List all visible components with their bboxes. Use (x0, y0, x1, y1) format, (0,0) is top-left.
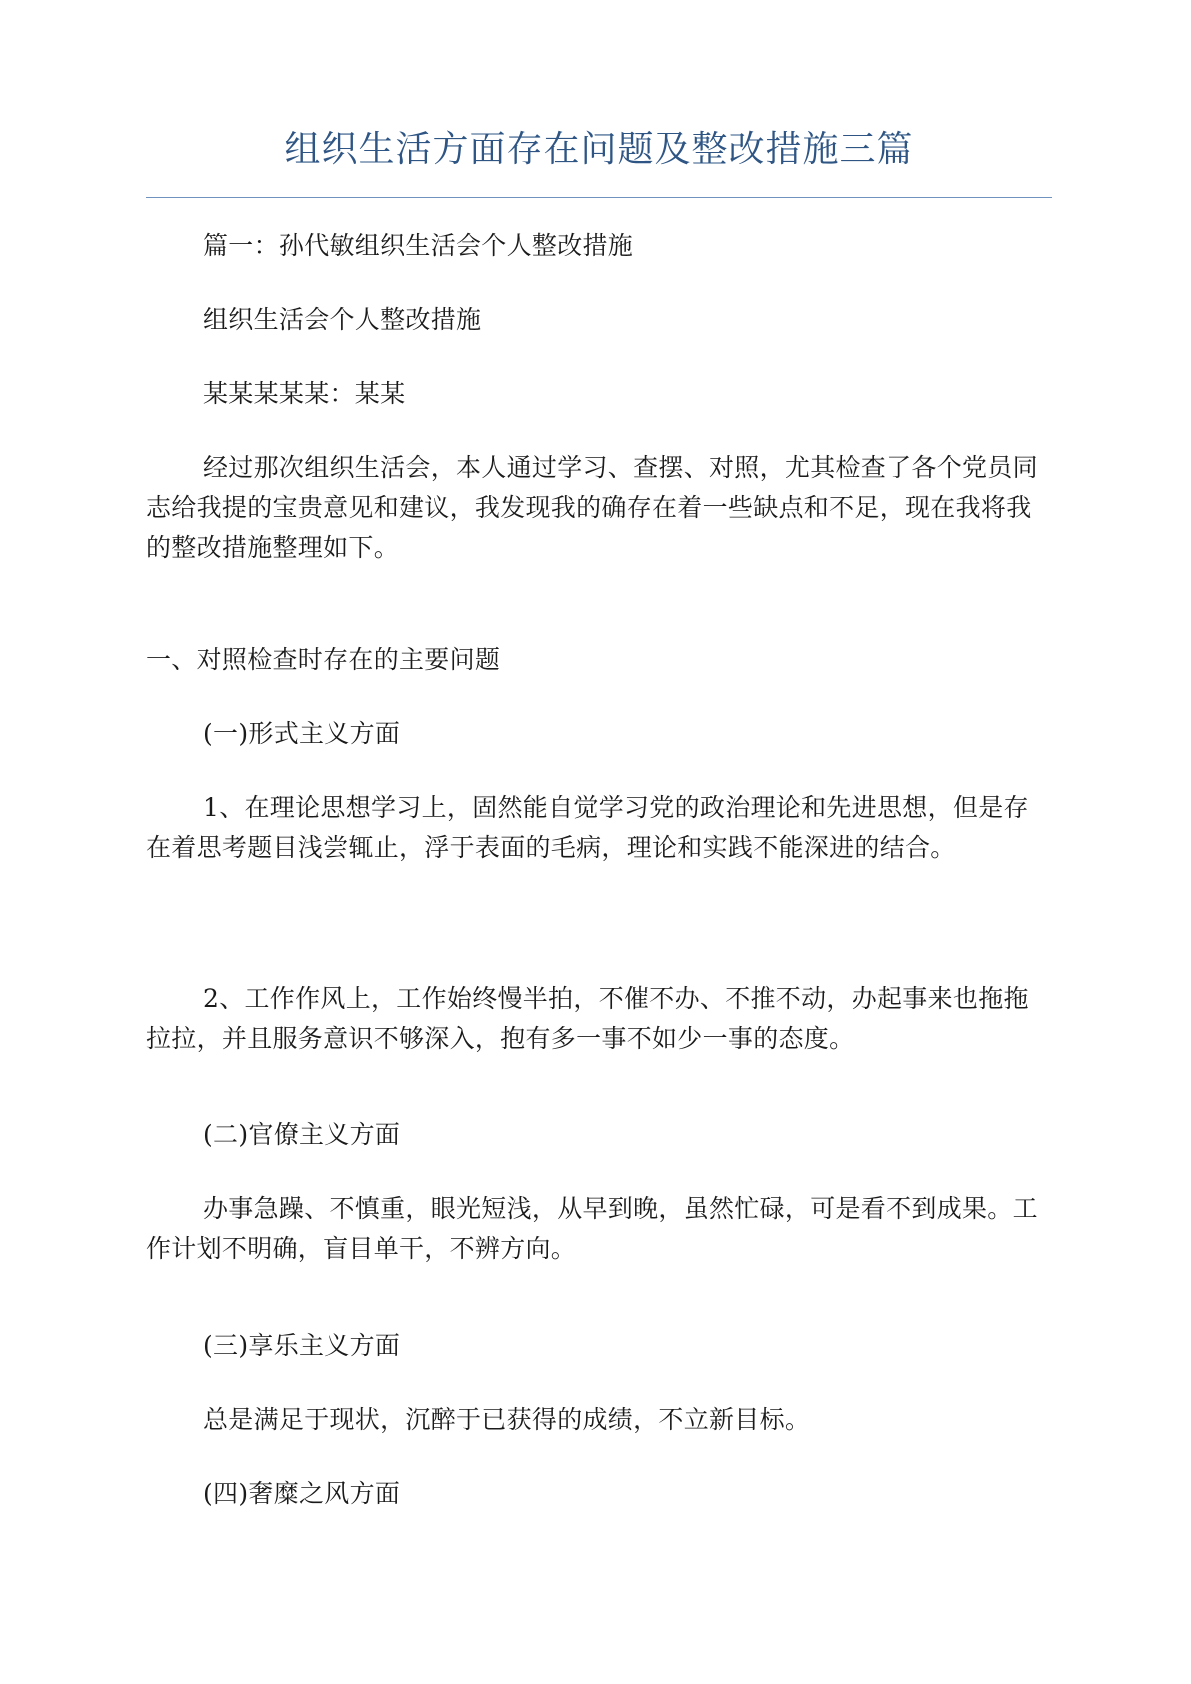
author-line: 某某某某某：某某 (203, 379, 406, 408)
intro-paragraph: 经过那次组织生活会，本人通过学习、查摆、对照，尤其检查了各个党员同志给我提的宝贵意见和建议，我发现我的确存在着一些缺点和不足，现在我将我的整改措施整理如下。 (146, 453, 1038, 562)
paragraph-hedonism: 总是满足于现状，沉醉于已获得的成绩，不立新目标。 (203, 1405, 811, 1434)
subheading-bureaucratism: (二)官僚主义方面 (203, 1120, 401, 1149)
document-title: 组织生活方面存在问题及整改措施三篇 (284, 129, 914, 170)
paragraph-work-style: 2、工作作风上，工作始终慢半拍，不催不办、不推不动，办起事来也拖拖拉拉，并且服务意识不够深入，抱有多一事不如少一事的态度。 (146, 984, 1029, 1053)
paragraph-bureaucratism: 办事急躁、不慎重，眼光短浅，从早到晚，虽然忙碌，可是看不到成果。工作计划不明确，盲目单干，不辨方向。 (146, 1194, 1038, 1263)
section-heading-part-one: 篇一：孙代敏组织生活会个人整改措施 (203, 231, 634, 260)
subheading-rectification-measures: 组织生活会个人整改措施 (203, 305, 482, 334)
heading-main-problems: 一、对照检查时存在的主要问题 (146, 645, 501, 674)
subheading-formalism: (一)形式主义方面 (203, 719, 401, 748)
title-divider (146, 197, 1052, 198)
subheading-hedonism: (三)享乐主义方面 (203, 1331, 401, 1360)
paragraph-theory-study: 1、在理论思想学习上，固然能自觉学习党的政治理论和先进思想，但是存在着思考题目浅尝辄止，浮于表面的毛病，理论和实践不能深进的结合。 (146, 793, 1029, 862)
subheading-extravagance: (四)奢糜之风方面 (203, 1479, 401, 1508)
